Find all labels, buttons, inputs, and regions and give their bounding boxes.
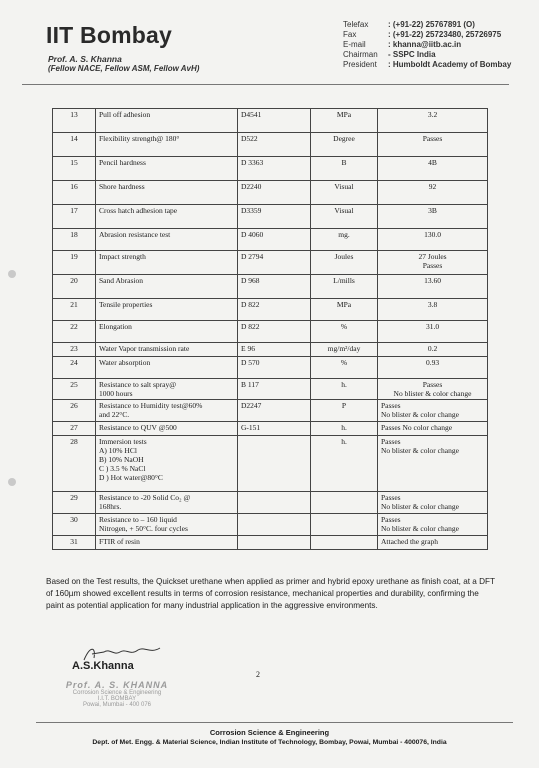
row-number-cell-text: 15 (70, 158, 78, 167)
table-row (53, 514, 488, 536)
row-number-cell-text: 23 (70, 344, 78, 353)
result-cell-text: Passes No blister & color change (381, 515, 459, 533)
unit-cell-text: L/mills (333, 276, 355, 285)
row-number-cell (53, 181, 96, 205)
test-name-cell-text: Immersion tests A) 10% HCl B) 10% NaOH C ) 3.5 % NaCl D ) Hot water@80°C (99, 437, 163, 482)
standard-cell-text: E 96 (241, 344, 255, 353)
stamp-line-3: Powai, Mumbai - 400 076 (82, 702, 152, 708)
row-number-cell (53, 343, 96, 357)
test-name-cell (96, 343, 238, 357)
institute-logo-text: IIT Bombay (46, 22, 172, 48)
table-row (53, 343, 488, 357)
table-row (53, 436, 488, 492)
unit-cell (311, 229, 378, 251)
table-row (53, 109, 488, 133)
table-row (53, 422, 488, 436)
row-number-cell (53, 229, 96, 251)
row-number-cell-text: 17 (70, 206, 78, 215)
row-number-cell-text: 16 (70, 182, 78, 191)
test-name-cell-text: Cross hatch adhesion tape (99, 206, 178, 215)
table-row (53, 205, 488, 229)
result-cell (378, 343, 488, 357)
test-name-cell (96, 275, 238, 299)
unit-cell (311, 205, 378, 229)
standard-cell-text: G-151 (241, 423, 261, 432)
unit-cell (311, 321, 378, 343)
standard-cell (238, 492, 311, 514)
standard-cell (238, 181, 311, 205)
standard-cell (238, 133, 311, 157)
footer-address: Dept. of Met. Engg. & Material Science, Indian Institute of Technology, Bombay, Powai, Mumbai - 400076, India (92, 739, 447, 746)
stamp-line-2: I.I.T. BOMBAY (97, 696, 137, 702)
result-cell (378, 321, 488, 343)
table-row (53, 492, 488, 514)
test-name-cell (96, 357, 238, 379)
row-number-cell (53, 492, 96, 514)
contact-chairman: Chairman - SSPC India (343, 50, 436, 59)
unit-cell (311, 109, 378, 133)
result-cell-text: 92 (428, 182, 437, 191)
row-number-cell-text: 26 (70, 401, 78, 410)
result-cell-text: Passes No blister & color change (381, 401, 459, 419)
test-name-cell-text: Pull off adhesion (99, 110, 151, 119)
result-cell-text: 27 Joules Passes (418, 252, 447, 270)
table-row (53, 181, 488, 205)
test-name-cell (96, 299, 238, 321)
test-name-cell-text: Water absorption (99, 358, 151, 367)
result-cell (378, 109, 488, 133)
unit-cell-text: B (341, 158, 347, 167)
test-name-cell-text: FTIR of resin (99, 537, 140, 546)
test-name-cell (96, 181, 238, 205)
unit-cell (311, 299, 378, 321)
standard-cell (238, 357, 311, 379)
result-cell-text: Passes No blister & color change (381, 493, 459, 511)
unit-cell-text: MPa (336, 110, 352, 119)
row-number-cell-text: 30 (70, 515, 78, 524)
result-cell (378, 205, 488, 229)
contact-president: President : Humboldt Academy of Bombay (343, 60, 512, 69)
unit-cell (311, 251, 378, 275)
result-cell-text: Attached the graph (381, 537, 439, 546)
result-cell-text: Passes No blister & color change (393, 380, 472, 398)
standard-cell (238, 109, 311, 133)
unit-cell-text: % (340, 358, 348, 367)
unit-cell-text: P (341, 401, 347, 410)
row-number-cell-text: 29 (70, 493, 78, 502)
test-name-cell-text: Elongation (99, 322, 132, 331)
table-row (53, 379, 488, 400)
result-cell-text: 4B (428, 158, 437, 167)
result-cell-text: Passes (422, 134, 443, 143)
test-name-cell (96, 229, 238, 251)
standard-cell (238, 275, 311, 299)
test-name-cell-text: Shore hardness (99, 182, 145, 191)
footer-divider (36, 722, 513, 723)
unit-cell (311, 536, 378, 550)
unit-cell (311, 133, 378, 157)
row-number-cell-text: 14 (70, 134, 78, 143)
unit-cell (311, 492, 378, 514)
result-cell (378, 436, 488, 492)
row-number-cell (53, 321, 96, 343)
row-number-cell-text: 21 (70, 300, 78, 309)
unit-cell-text: mg. (338, 230, 350, 239)
test-results-table (52, 108, 488, 550)
test-name-cell (96, 422, 238, 436)
test-name-cell-text: Flexibility strength@ 180° (99, 134, 180, 143)
table-row (53, 157, 488, 181)
table-row (53, 321, 488, 343)
result-cell (378, 492, 488, 514)
test-name-cell (96, 321, 238, 343)
table-row (53, 229, 488, 251)
test-name-cell-text: Pencil hardness (99, 158, 146, 167)
result-cell-text: Passes No color change (381, 423, 453, 432)
row-number-cell (53, 251, 96, 275)
test-name-cell-text: Resistance to salt spray@ 1000 hours (99, 380, 177, 398)
standard-cell-text: D4541 (241, 110, 262, 119)
result-cell (378, 229, 488, 251)
unit-cell-text: % (340, 322, 348, 331)
standard-cell-text: D 968 (241, 276, 260, 285)
result-cell (378, 357, 488, 379)
unit-cell-text: Visual (334, 182, 354, 191)
result-cell (378, 275, 488, 299)
row-number-cell (53, 357, 96, 379)
unit-cell-text: h. (341, 423, 347, 432)
test-name-cell-text: Resistance to QUV @500 (99, 423, 177, 432)
row-number-cell-text: 13 (70, 110, 78, 119)
table-row (53, 400, 488, 422)
unit-cell (311, 379, 378, 400)
row-number-cell (53, 299, 96, 321)
test-name-cell-text: Tensile properties (99, 300, 153, 309)
standard-cell-text: D 3363 (241, 158, 264, 167)
standard-cell (238, 251, 311, 275)
unit-cell (311, 400, 378, 422)
test-name-cell (96, 536, 238, 550)
unit-cell (311, 422, 378, 436)
row-number-cell-text: 18 (70, 230, 78, 239)
row-number-cell-text: 25 (70, 380, 78, 389)
conclusion-paragraph: Based on the Test results, the Quickset urethane when applied as primer and hybrid epoxy urethane as finish coat, at a DFT of 160µm showed excellent results in terms of corrosion resistance, mechanical properties and durability, confirming the paint as potential application for many industrial application in the aggressive environments. (46, 577, 495, 610)
result-cell (378, 251, 488, 275)
test-name-cell-text: Water Vapor transmission rate (99, 344, 190, 353)
contact-fax: Fax : (+91-22) 25723480, 25726975 (343, 30, 502, 39)
result-cell-text: 130.0 (424, 230, 441, 239)
row-number-cell-text: 20 (70, 276, 78, 285)
standard-cell-text: B 117 (241, 380, 259, 389)
test-name-cell-text: Sand Abrasion (99, 276, 143, 285)
standard-cell (238, 436, 311, 492)
result-cell (378, 400, 488, 422)
result-cell (378, 181, 488, 205)
result-cell (378, 422, 488, 436)
result-cell (378, 299, 488, 321)
unit-cell-text: Joules (334, 252, 354, 261)
contact-email: E-mail : khanna@iitb.ac.in (343, 40, 462, 49)
row-number-cell (53, 109, 96, 133)
test-name-cell-text: Impact strength (99, 252, 146, 261)
row-number-cell (53, 514, 96, 536)
result-cell-text: 3.2 (427, 110, 438, 119)
stamp-name: Prof. A. S. KHANNA (65, 680, 169, 690)
standard-cell-text: D 570 (241, 358, 260, 367)
row-number-cell (53, 422, 96, 436)
row-number-cell (53, 436, 96, 492)
test-name-cell (96, 379, 238, 400)
standard-cell (238, 229, 311, 251)
stamp-line-1: Corrosion Science & Engineering (72, 690, 162, 696)
unit-cell-text: mg/m²/day (327, 344, 361, 353)
table-row (53, 357, 488, 379)
contact-telefax: Telefax : (+91-22) 25767891 (O) (343, 20, 475, 29)
unit-cell (311, 436, 378, 492)
test-name-cell (96, 133, 238, 157)
standard-cell (238, 422, 311, 436)
test-name-cell (96, 205, 238, 229)
standard-cell-text: D 4060 (241, 230, 264, 239)
table-row (53, 299, 488, 321)
table-row (53, 133, 488, 157)
result-cell-text: 3B (428, 206, 437, 215)
standard-cell (238, 400, 311, 422)
punch-hole (8, 478, 16, 486)
unit-cell-text: Degree (333, 134, 355, 143)
row-number-cell (53, 133, 96, 157)
standard-cell (238, 379, 311, 400)
test-name-cell (96, 157, 238, 181)
header-divider (22, 84, 509, 85)
official-stamp (32, 680, 202, 708)
standard-cell (238, 343, 311, 357)
test-name-cell (96, 436, 238, 492)
page-number: 2 (256, 670, 260, 679)
row-number-cell-text: 24 (70, 358, 78, 367)
result-cell (378, 536, 488, 550)
test-name-cell (96, 251, 238, 275)
standard-cell-text: D 822 (241, 300, 260, 309)
test-name-cell-text: Resistance to – 160 liquid Nitrogen, + 50°C. four cycles (99, 515, 188, 533)
row-number-cell (53, 205, 96, 229)
unit-cell-text: h. (341, 437, 347, 446)
result-cell-text: 0.93 (425, 358, 440, 367)
signatory-name: A.S.Khanna (72, 660, 134, 672)
result-cell (378, 157, 488, 181)
standard-cell (238, 536, 311, 550)
footer-department: Corrosion Science & Engineering (209, 728, 330, 737)
row-number-cell (53, 536, 96, 550)
standard-cell (238, 321, 311, 343)
standard-cell (238, 299, 311, 321)
table-row (53, 251, 488, 275)
row-number-cell-text: 31 (70, 537, 78, 546)
result-cell-text: 0.2 (427, 344, 438, 353)
test-name-cell-text: Resistance to Humidity test@60% and 22°C. (99, 401, 203, 419)
result-cell-text: 13.60 (424, 276, 441, 285)
unit-cell-text: Visual (334, 206, 354, 215)
table-row (53, 536, 488, 550)
result-cell (378, 133, 488, 157)
unit-cell (311, 357, 378, 379)
result-cell-text: 3.8 (427, 300, 438, 309)
result-cell-text: 31.0 (425, 322, 440, 331)
standard-cell (238, 205, 311, 229)
standard-cell-text: D 2794 (241, 252, 264, 261)
standard-cell (238, 157, 311, 181)
standard-cell-text: D522 (241, 134, 258, 143)
test-name-cell-text: Resistance to -20 Solid Co₂ @ 168hrs. (99, 493, 191, 511)
row-number-cell (53, 157, 96, 181)
unit-cell-text: MPa (336, 300, 352, 309)
table-row (53, 275, 488, 299)
unit-cell (311, 157, 378, 181)
standard-cell-text: D2240 (241, 182, 262, 191)
row-number-cell (53, 275, 96, 299)
test-name-cell (96, 109, 238, 133)
row-number-cell-text: 22 (70, 322, 78, 331)
unit-cell (311, 343, 378, 357)
professor-fellowships: (Fellow NACE, Fellow ASM, Fellow AvH) (48, 64, 200, 73)
test-name-cell (96, 400, 238, 422)
result-cell-text: Passes No blister & color change (381, 437, 459, 455)
standard-cell-text: D3359 (241, 206, 262, 215)
unit-cell (311, 514, 378, 536)
punch-hole (8, 270, 16, 278)
test-name-cell-text: Abrasion resistance test (99, 230, 171, 239)
test-name-cell (96, 514, 238, 536)
test-name-cell (96, 492, 238, 514)
standard-cell-text: D2247 (241, 401, 262, 410)
contact-block (343, 20, 511, 70)
result-cell (378, 514, 488, 536)
row-number-cell-text: 19 (70, 252, 78, 261)
unit-cell-text: h. (341, 380, 347, 389)
row-number-cell (53, 400, 96, 422)
result-cell (378, 379, 488, 400)
row-number-cell-text: 28 (70, 437, 78, 446)
unit-cell (311, 275, 378, 299)
professor-name: Prof. A. S. Khanna (48, 54, 122, 64)
unit-cell (311, 181, 378, 205)
standard-cell-text: D 822 (241, 322, 260, 331)
row-number-cell-text: 27 (70, 423, 78, 432)
standard-cell (238, 514, 311, 536)
row-number-cell (53, 379, 96, 400)
